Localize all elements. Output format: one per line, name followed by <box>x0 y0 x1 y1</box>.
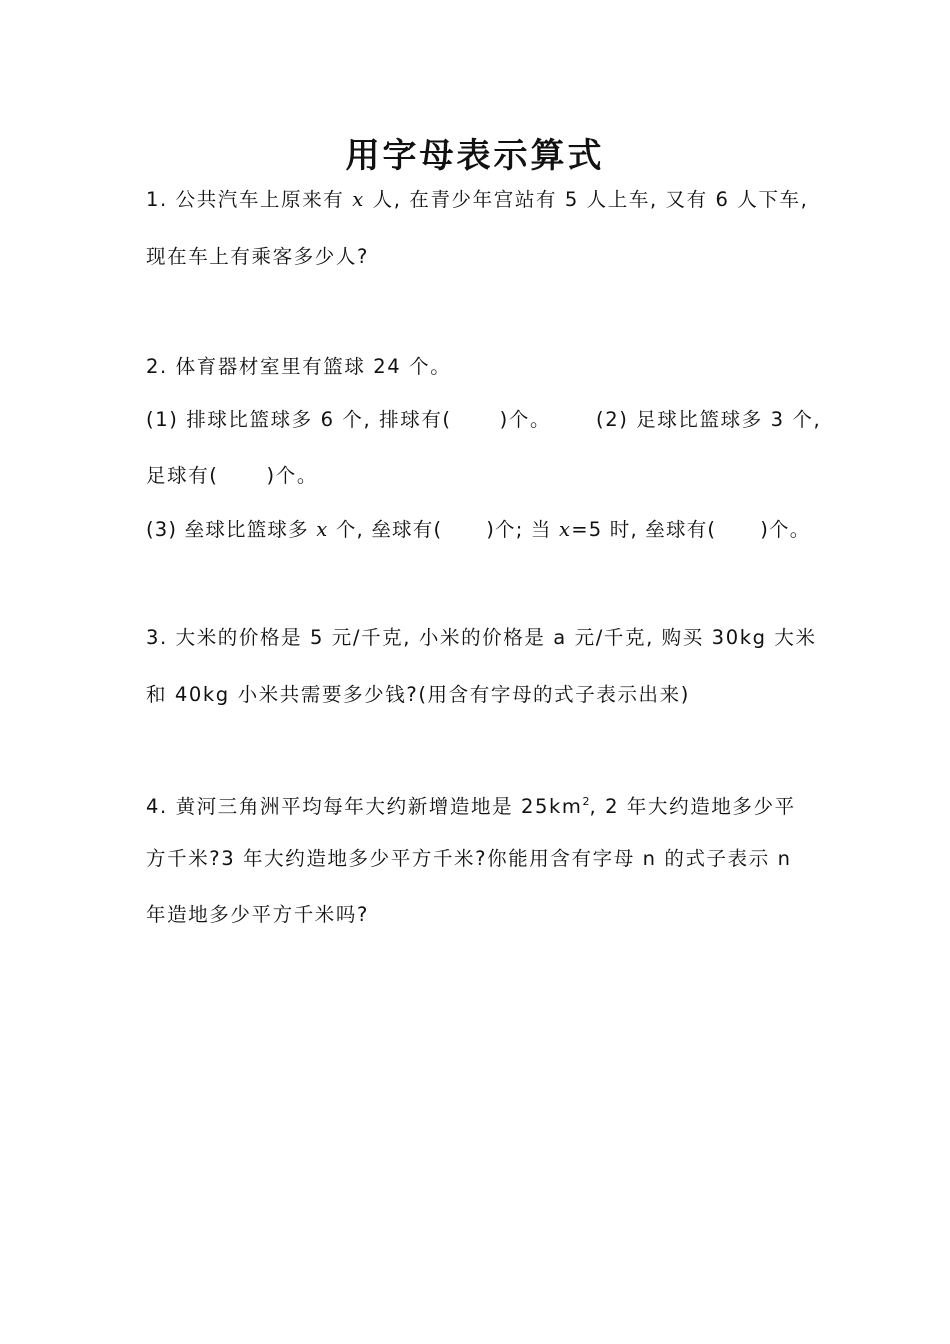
q2-p2-text-a: 足球有( <box>146 464 219 487</box>
question-2-part-3 <box>146 516 810 544</box>
q2-p3-text-d: =5 时, 垒球有( <box>571 518 717 541</box>
q2-p1-text-b: )个。 <box>499 408 552 431</box>
q2-p3-text-c: )个; 当 <box>486 518 552 541</box>
q2-p1-text-a: (1) 排球比篮球多 6 个, 排球有( <box>146 408 452 431</box>
question-4-line-3: 年造地多少平方千米吗? <box>146 903 369 926</box>
question-1-line-1 <box>146 186 808 214</box>
q2-p3-text-a: (3) 垒球比篮球多 <box>146 518 309 541</box>
page-title: 用字母表示算式 <box>345 136 605 176</box>
q2-p3-variable: x <box>316 518 329 541</box>
question-1-line-2: 现在车上有乘客多少人? <box>146 245 369 268</box>
q2-p3-variable-2: x <box>559 518 572 541</box>
q1-text-a: 1. 公共汽车上原来有 <box>146 188 345 211</box>
question-3-line-2: 和 40kg 小米共需要多少钱?(用含有字母的式子表示出来) <box>146 683 690 706</box>
q2-p3-text-e: )个。 <box>760 518 811 541</box>
question-2-part-2-continued <box>146 462 318 490</box>
question-2-intro: 2. 体育器材室里有篮球 24 个。 <box>146 355 452 378</box>
q4-text-a: 4. 黄河三角洲平均每年大约新增造地是 25km <box>146 795 583 818</box>
question-2-part-1 <box>146 406 551 434</box>
q4-text-b: , 2 年大约造地多少平 <box>589 795 796 818</box>
q2-p3-text-b: 个, 垒球有( <box>335 518 443 541</box>
question-3-line-1: 3. 大米的价格是 5 元/千克, 小米的价格是 a 元/千克, 购买 30kg 大米 <box>146 626 817 649</box>
q2-p2-text-b: )个。 <box>266 464 318 487</box>
q4-superscript: 2 <box>582 795 590 808</box>
question-2-part-2: (2) 足球比篮球多 3 个, <box>596 408 822 431</box>
question-4-line-1 <box>146 788 796 821</box>
q1-text-b: 人, 在青少年宫站有 5 人上车, 又有 6 人下车, <box>372 188 809 211</box>
q1-variable: x <box>352 188 365 211</box>
question-4-line-2: 方千米?3 年大约造地多少平方千米?你能用含有字母 n 的式子表示 n <box>146 847 792 870</box>
